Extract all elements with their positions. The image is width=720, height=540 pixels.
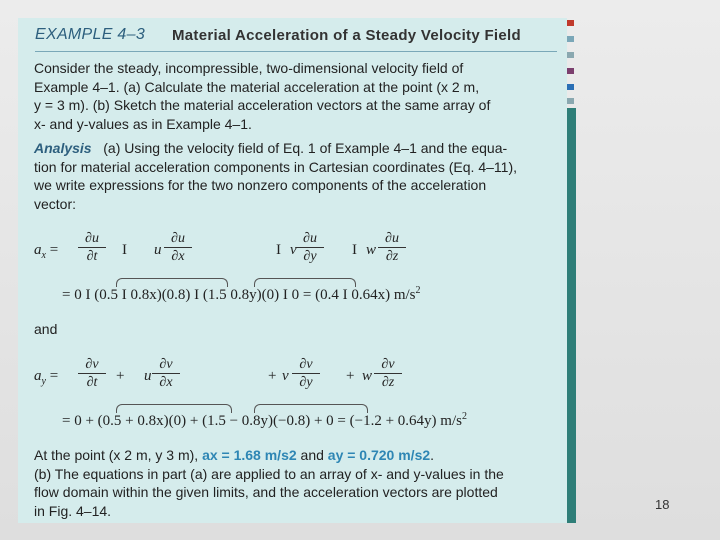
text-line: we write expressions for the two nonzero components of the acceleration <box>34 177 487 194</box>
text-line: Consider the steady, incompressible, two-dimensional velocity field of <box>34 60 464 76</box>
result-paragraph: At the point (x 2 m, y 3 m), ax = 1.68 m/s2 and ay = 0.720 m/s2. (b) The equations in part (a) are applied to an array of x- and y-values in the flow domain within the given limits, and the acceleration vectors are plotted in Fig. 4–14. <box>34 446 561 520</box>
coefficient: u <box>144 368 152 384</box>
accent-square <box>567 20 574 26</box>
accent-square <box>567 84 574 90</box>
text-line: in Fig. 4–14. <box>34 502 112 519</box>
analysis-label: Analysis <box>34 140 92 156</box>
eq-y-lhs: $a_y$ = <box>34 368 59 387</box>
and-text: and <box>34 321 58 337</box>
accent-square <box>567 36 574 42</box>
fraction: $\frac{\partial u}{\partial x}$ <box>164 231 192 265</box>
text-line: y = 3 m). (b) Sketch the material acceleration vectors at the same array of <box>34 97 491 114</box>
accent-square <box>567 68 574 74</box>
fraction: $\frac{\partial u}{\partial t}$ <box>78 231 106 265</box>
ax-result: ax = 1.68 m/s2 <box>202 447 297 463</box>
fraction: $\frac{\partial v}{\partial z}$ <box>374 357 402 391</box>
coefficient: v <box>282 368 289 384</box>
operator: + <box>268 368 277 384</box>
text-line: tion for material acceleration components in Cartesian coordinates (Eq. 4–11), <box>34 158 517 175</box>
text-line: (b) The equations in part (a) are applied to an array of x- and y-values in the <box>34 465 504 482</box>
operator: I <box>352 242 357 258</box>
operator: I <box>276 242 281 258</box>
example-title: Material Acceleration of a Steady Velocity Field <box>172 27 521 44</box>
fraction: $\frac{\partial u}{\partial y}$ <box>296 231 324 265</box>
ay-result: ay = 0.720 m/s2 <box>327 447 431 463</box>
header-rule <box>35 51 557 52</box>
accent-square <box>567 98 574 104</box>
text-line: (a) Using the velocity field of Eq. 1 of Example 4–1 and the equa- <box>103 140 508 156</box>
problem-statement <box>34 59 561 133</box>
example-number: EXAMPLE 4–3 <box>35 26 146 43</box>
analysis-paragraph <box>34 139 561 213</box>
example-panel <box>18 18 567 523</box>
eq-y-expansion: = 0 + (0.5 + 0.8x)(0) + (1.5 − 0.8y)(−0.8) + 0 = (−1.2 + 0.64y) $m/s^2$ <box>62 411 467 429</box>
fraction: $\frac{\partial v}{\partial y}$ <box>292 357 320 391</box>
fraction: $\frac{\partial u}{\partial z}$ <box>378 231 406 265</box>
coefficient: w <box>366 242 377 258</box>
text-line: Example 4–1. (a) Calculate the material acceleration at the point (x 2 m, <box>34 78 480 95</box>
operator: + <box>116 368 125 384</box>
coefficient: w <box>362 368 373 384</box>
accent-square <box>567 52 574 58</box>
coefficient: u <box>154 242 162 258</box>
fraction: $\frac{\partial v}{\partial x}$ <box>152 357 180 391</box>
example-header <box>35 26 557 46</box>
fraction: $\frac{\partial v}{\partial t}$ <box>78 357 106 391</box>
text-line: flow domain within the given limits, and the acceleration vectors are plotted <box>34 484 498 501</box>
coefficient: v <box>290 242 297 258</box>
text-line: vector: <box>34 195 77 212</box>
operator: + <box>346 368 355 384</box>
operator: I <box>122 242 127 258</box>
page-number: 18 <box>655 497 670 512</box>
eq-x-lhs: $a_x$ = <box>34 242 59 261</box>
text-line: At the point (x 2 m, y 3 m), <box>34 447 203 463</box>
eq-x-expansion: = 0 I (0.5 I 0.8x)(0.8) I (1.5 0.8y)(0) I 0 = (0.4 I 0.64x) $m/s^2$ <box>62 285 421 303</box>
accent-bar <box>567 108 576 523</box>
text-line: x- and y-values as in Example 4–1. <box>34 115 252 132</box>
